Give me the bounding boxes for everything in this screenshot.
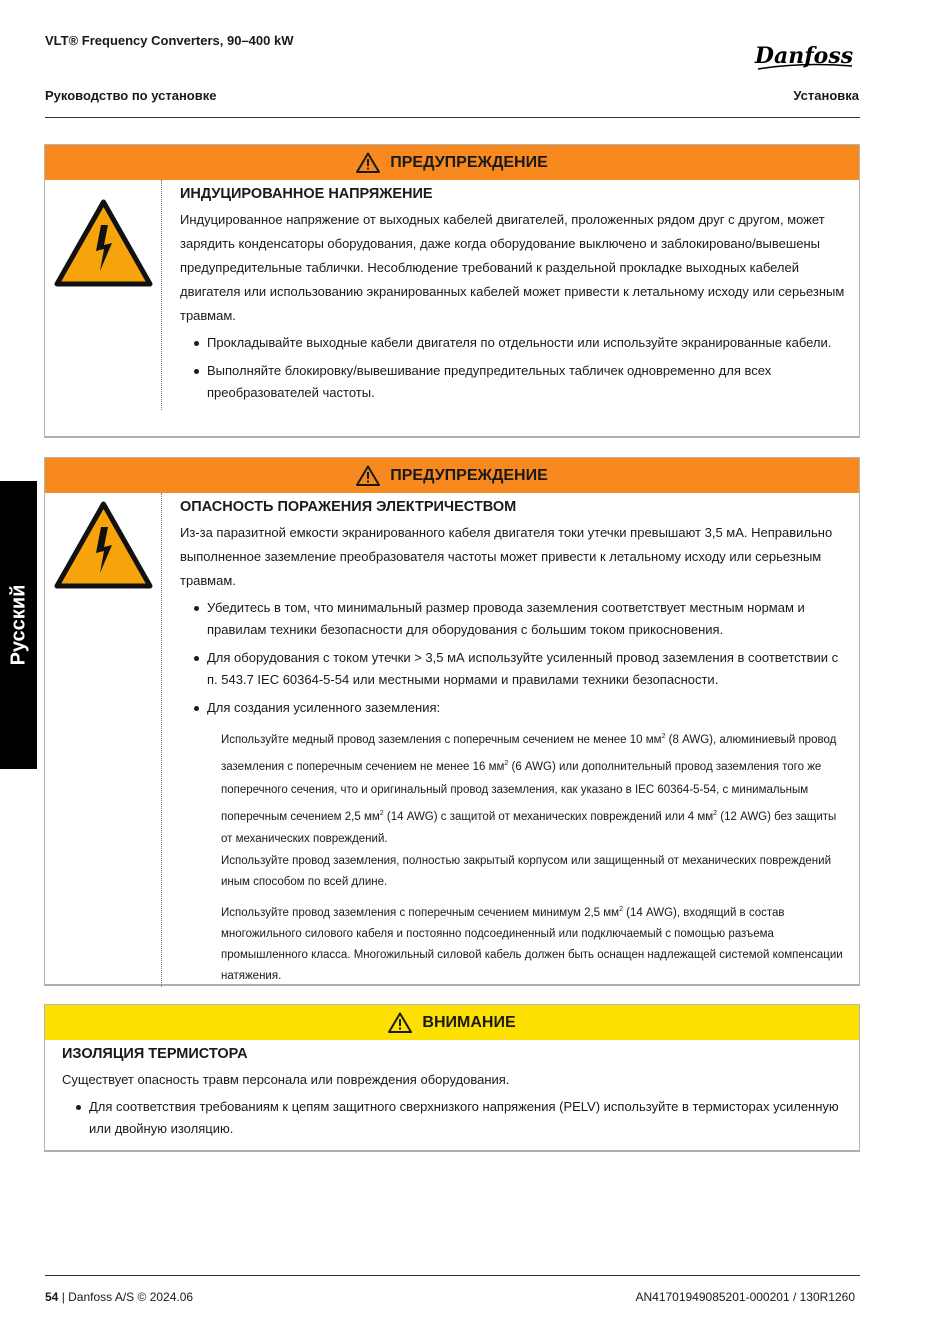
high-voltage-icon — [54, 501, 153, 589]
warning-heading: ПРЕДУПРЕЖДЕНИЕ — [390, 466, 548, 484]
language-tab — [0, 481, 37, 769]
icon-column — [45, 180, 162, 410]
header-divider — [45, 117, 860, 118]
list-item: Выполняйте блокировку/вывешивание предупредительных табличек одновременно для всех преобразователей частоты. — [180, 360, 845, 404]
grounding-subitem-2: Используйте провод заземления, полностью закрытый корпусом или защищенный от механических повреждений иным способом по всей длине. — [221, 855, 832, 889]
warning-header — [45, 145, 859, 180]
high-voltage-icon — [54, 199, 153, 287]
list-item: Для создания усиленного заземления: — [180, 697, 845, 719]
language-tab-label: Русский — [7, 584, 29, 666]
page-number: 54 — [45, 1290, 59, 1304]
warning-title: ИНДУЦИРОВАННОЕ НАПРЯЖЕНИЕ — [180, 186, 433, 202]
icon-column — [45, 493, 162, 987]
warning-title: ОПАСНОСТЬ ПОРАЖЕНИЯ ЭЛЕКТРИЧЕСТВОМ — [180, 499, 517, 515]
grounding-subitem-3: Используйте провод заземления с поперечным сечением минимум 2,5 $мм^2$ (14 AWG), входящий в состав многожильного силового кабеля и постоянно подсоединенный или подключаемый с помощью разъема промышленного класса. Многожильный силовой кабель должен быть оснащен надлежащей системой компенсации натяжения. — [221, 906, 843, 983]
warning-box-induced-voltage — [44, 144, 860, 438]
footer-company: | Danfoss A/S © 2024.06 — [58, 1290, 194, 1304]
warning-header — [45, 458, 859, 493]
grounding-subitems — [180, 725, 845, 987]
warning-heading: ПРЕДУПРЕЖДЕНИЕ — [390, 153, 548, 171]
footer-left — [45, 1290, 193, 1304]
list-item: Убедитесь в том, что минимальный размер провода заземления соответствует местным нормам и правилам техники безопасности для оборудования с большим током прикосновения. — [180, 597, 845, 641]
warning-paragraph: Индуцированное напряжение от выходных кабелей двигателей, проложенных рядом друг с другом, может зарядить конденсаторы оборудования, даже когда оборудование выключено и заблокировано/вывешены предупредительные таблички. Несоблюдение требований к раздельной прокладке выходных кабелей двигателя или использованию экранированных кабелей может привести к летальному исходу или серьезным травмам. — [180, 212, 845, 323]
warning-bullet-list — [180, 597, 845, 719]
caution-heading: ВНИМАНИЕ — [422, 1013, 516, 1031]
warning-box-electric-shock — [44, 457, 860, 986]
caution-paragraph: Существует опасность травм персонала или повреждения оборудования. — [62, 1072, 510, 1087]
list-item: Для оборудования с током утечки > 3,5 мА используйте усиленный провод заземления в соответствии с п. 543.7 IEC 60364-5-54 или местными нормами и правилами техники безопасности. — [180, 647, 845, 691]
caution-box-thermistor — [44, 1004, 860, 1152]
svg-text:Danfoss: Danfoss — [754, 43, 854, 69]
warning-paragraph: Из-за паразитной емкости экранированного кабеля двигателя токи утечки превышают 3,5 мА. Неправильно выполненное заземление преобразователя частоты может привести к летальному исходу или серьезным травмам. — [180, 525, 833, 588]
section-name: Установка — [793, 88, 859, 103]
danfoss-logo — [752, 36, 856, 76]
manual-subtitle: Руководство по установке — [45, 88, 217, 103]
caution-bullet-list — [62, 1096, 845, 1140]
list-item: Прокладывайте выходные кабели двигателя по отдельности или используйте экранированные кабели. — [180, 332, 845, 354]
warning-bullet-list — [180, 332, 845, 404]
grounding-subitem-1: Используйте медный провод заземления с поперечным сечением не менее 10 $мм^2$ (8 AWG), алюминиевый провод заземления с поперечным сечением не менее 16 $мм^2$ (6 AWG) или дополнительный провод заземления того же поперечного сечения, что и оригинальный провод заземления, как указано в IEC 60364-5-54, с минимальным поперечным сечением 2,5 $мм^2$ (14 AWG) с защитой от механических повреждений или 4 $мм^2$ (12 AWG) без защиты от механических повреждений. — [221, 733, 837, 846]
list-item: Для соответствия требованиям к цепям защитного сверхнизкого напряжения (PELV) используйте в термисторах усиленную или двойную изоляцию. — [62, 1096, 845, 1140]
caution-title: ИЗОЛЯЦИЯ ТЕРМИСТОРА — [62, 1046, 248, 1062]
warning-triangle-icon — [356, 465, 380, 486]
document-title: VLT® Frequency Converters, 90–400 kW — [45, 33, 294, 48]
warning-triangle-icon — [356, 152, 380, 173]
warning-triangle-icon — [388, 1012, 412, 1033]
footer-divider — [45, 1275, 860, 1276]
footer-doc-id: AN41701949085201-000201 / 130R1260 — [635, 1290, 855, 1304]
caution-header — [45, 1005, 859, 1040]
